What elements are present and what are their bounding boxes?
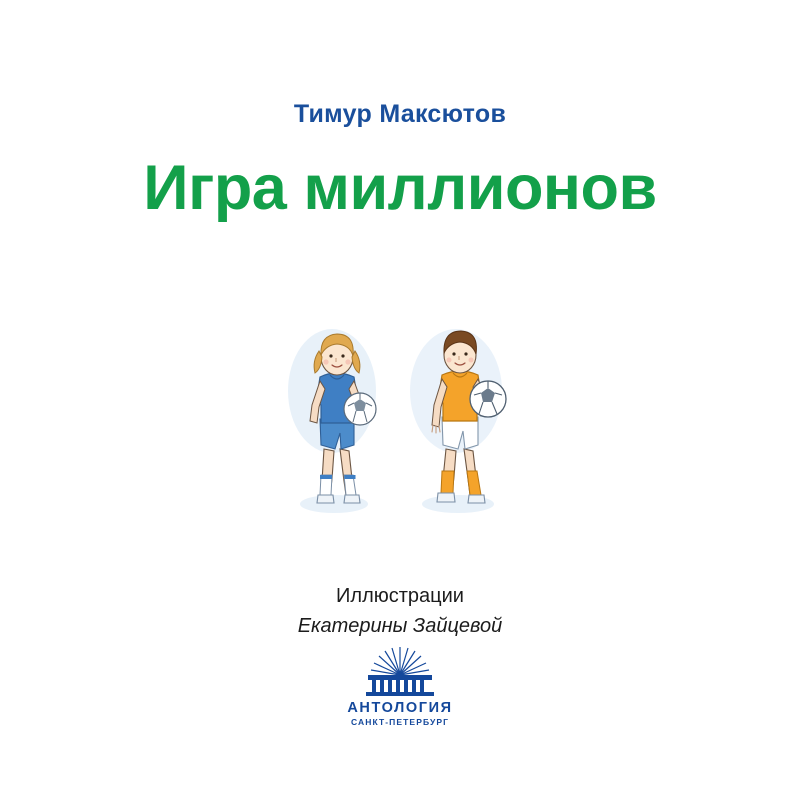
two-children-with-soccer-balls-illustration: [220, 299, 580, 529]
book-title: Игра миллионов: [143, 153, 657, 223]
publisher-block: [0, 645, 800, 727]
credits-person: Екатерины Зайцевой: [297, 615, 503, 638]
illustration-credits: [298, 581, 503, 641]
rising-sun-building-icon: [352, 645, 448, 697]
author-name: Тимур Максютов: [293, 100, 507, 128]
publisher-city: САНКТ-ПЕТЕРБУРГ: [350, 717, 450, 727]
credits-role: Иллюстрации: [336, 585, 464, 608]
publisher-name: АНТОЛОГИЯ: [347, 700, 453, 716]
